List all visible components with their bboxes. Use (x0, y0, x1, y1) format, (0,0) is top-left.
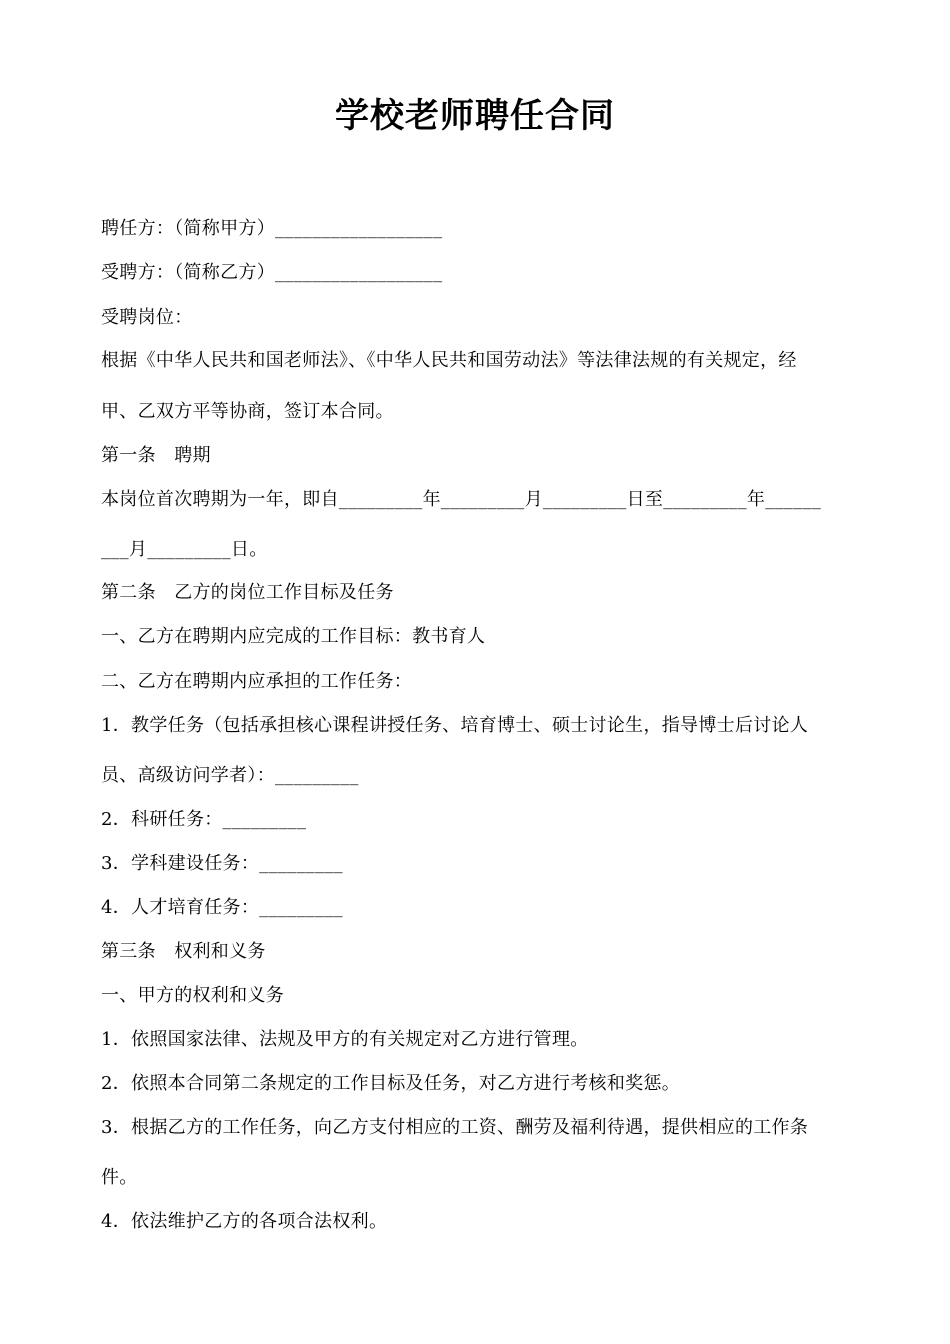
article-heading: 第三条 权利和义务 (101, 941, 266, 962)
paragraph-line: 二、乙方在聘期内应承担的工作任务： (101, 671, 413, 692)
paragraph-line: 一、乙方在聘期内应完成的工作目标：教书育人 (101, 626, 486, 647)
paragraph-line: 件。 (101, 1167, 138, 1188)
paragraph-line: ___月_________日。 (101, 539, 268, 560)
list-item: 3．学科建设任务：_________ (101, 853, 343, 874)
list-item: 1．教学任务（包括承担核心课程讲授任务、培育博士、硕士讨论生，指导博士后讨论人 (101, 715, 809, 736)
employer-line: 聘任方：（简称甲方）__________________ (101, 218, 443, 239)
list-item: 2．科研任务：_________ (101, 809, 307, 830)
section-heading: 一、甲方的权利和义务 (101, 985, 284, 1006)
paragraph-line: 本岗位首次聘期为一年，即自_________年_________月_________日至_________年______ (101, 489, 821, 510)
list-item: 4．人才培育任务：_________ (101, 897, 343, 918)
list-item: 2．依照本合同第二条规定的工作目标及任务，对乙方进行考核和奖惩。 (101, 1073, 681, 1094)
paragraph-line: 甲、乙双方平等协商，签订本合同。 (101, 401, 394, 422)
paragraph-line: 根据《中华人民共和国老师法》、《中华人民共和国劳动法》等法律法规的有关规定，经 (101, 350, 797, 371)
list-item: 3．根据乙方的工作任务，向乙方支付相应的工资、酬劳及福利待遇，提供相应的工作条 (101, 1117, 809, 1138)
list-item: 4．依法维护乙方的各项合法权利。 (101, 1211, 388, 1232)
position-line: 受聘岗位： (101, 307, 193, 328)
article-heading: 第二条 乙方的岗位工作目标及任务 (101, 582, 394, 603)
article-heading: 第一条 聘期 (101, 445, 211, 466)
paragraph-line: 员、高级访问学者）：_________ (101, 765, 359, 786)
list-item: 1．依照国家法律、法规及甲方的有关规定对乙方进行管理。 (101, 1029, 589, 1050)
document-title: 学校老师聘任合同 (335, 96, 615, 136)
employee-line: 受聘方：（简称乙方）__________________ (101, 262, 443, 283)
